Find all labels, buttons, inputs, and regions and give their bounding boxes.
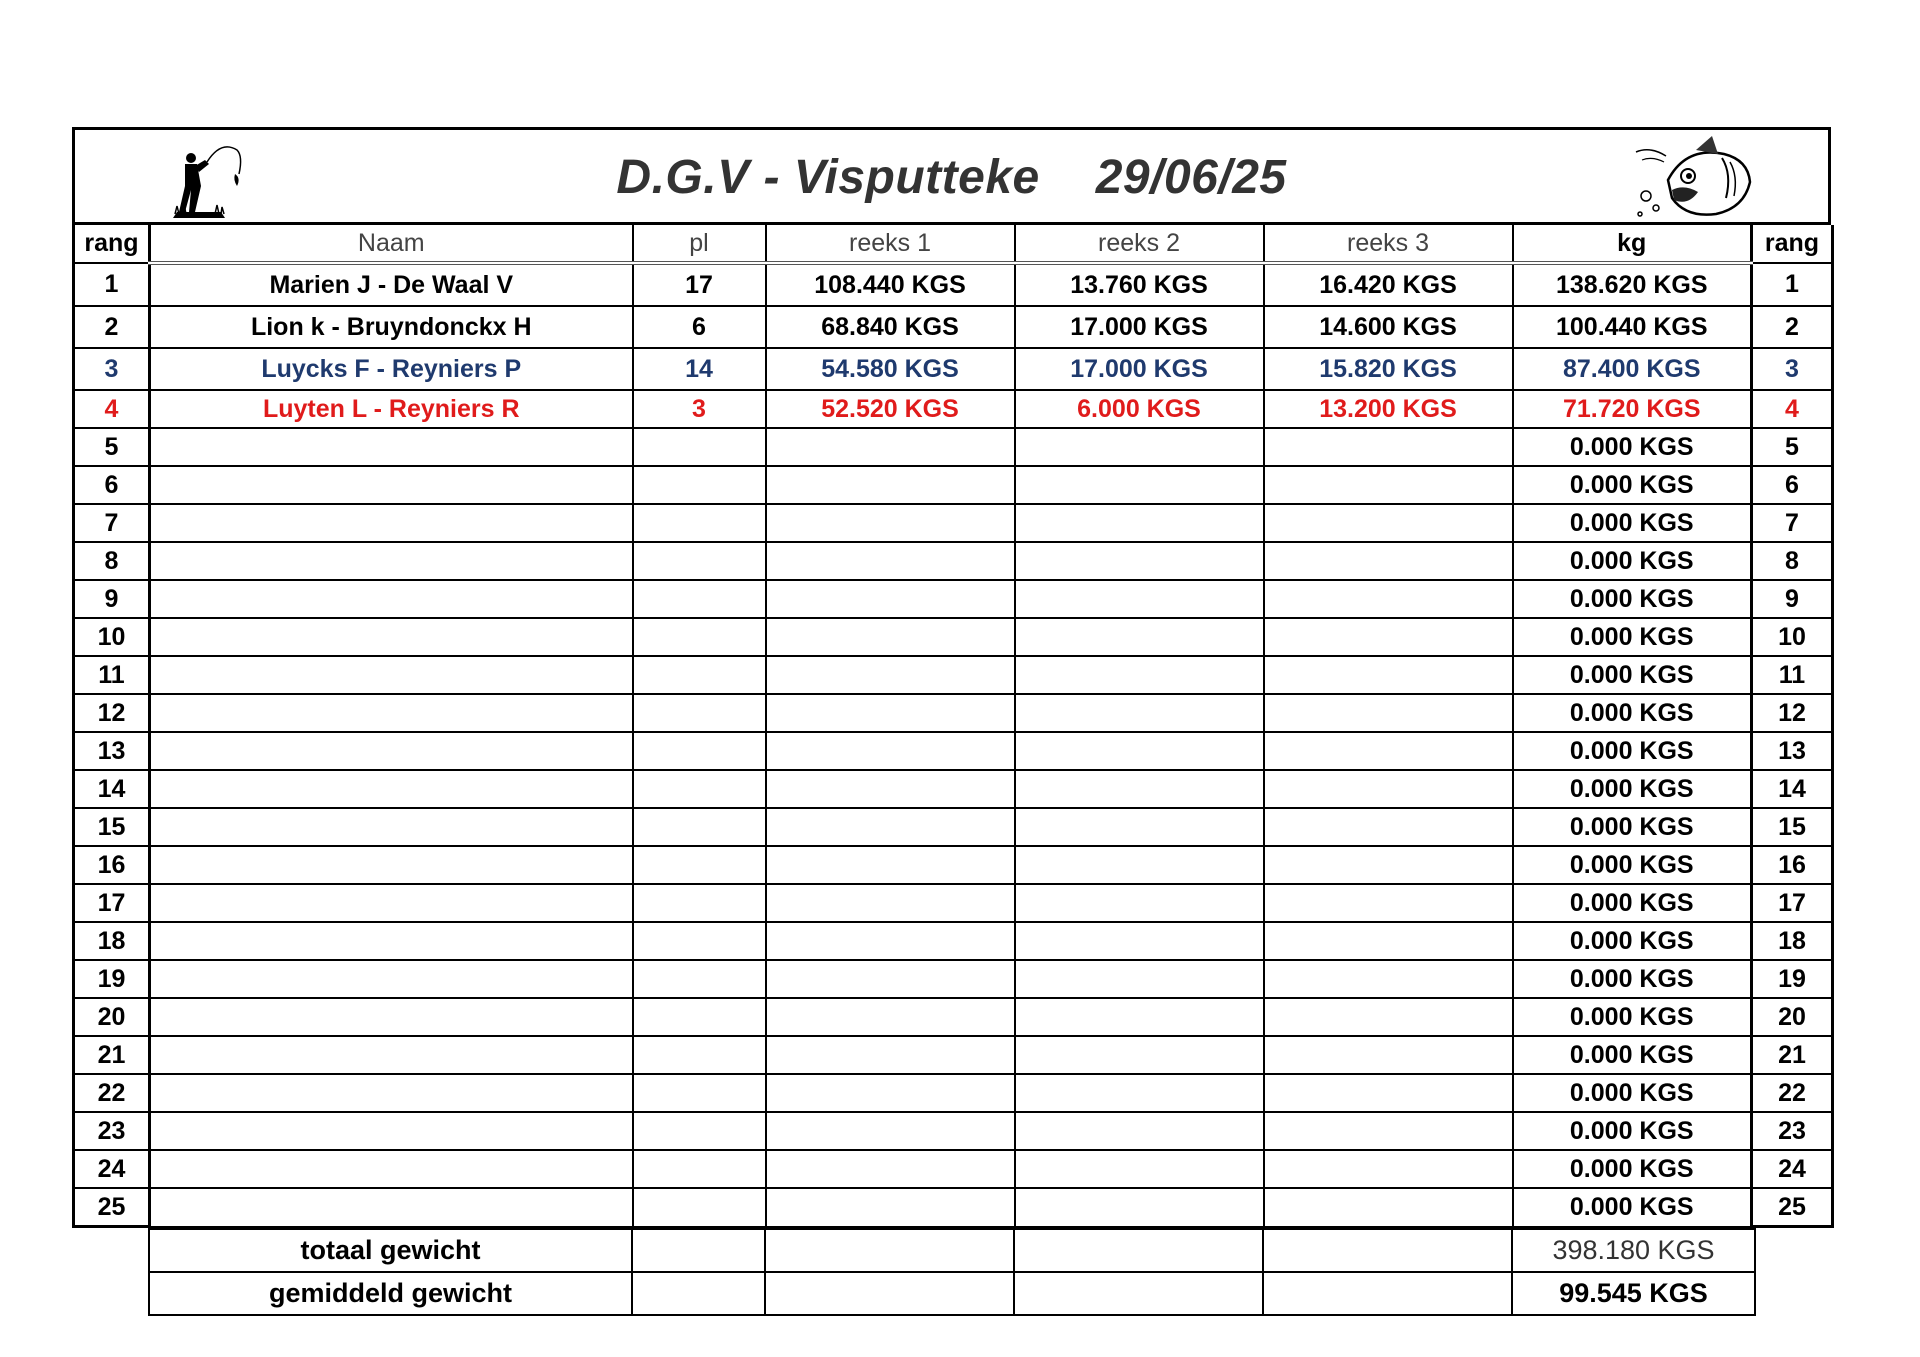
table-row <box>74 770 1833 808</box>
rank-cell-right: 24 <box>1752 1150 1833 1188</box>
reeks-1-cell <box>766 960 1015 998</box>
name-cell <box>150 960 633 998</box>
empty-cell <box>632 1229 765 1272</box>
reeks-2-cell: 17.000 KGS <box>1015 306 1264 348</box>
reeks-1-cell <box>766 732 1015 770</box>
table-row <box>74 542 1833 580</box>
kg-total-cell: 0.000 KGS <box>1513 922 1752 960</box>
kg-total-cell: 0.000 KGS <box>1513 1188 1752 1227</box>
place-cell <box>633 656 766 694</box>
rank-cell-right: 20 <box>1752 998 1833 1036</box>
reeks-1-cell <box>766 504 1015 542</box>
rank-cell: 17 <box>74 884 150 922</box>
reeks-2-cell <box>1015 1150 1264 1188</box>
reeks-1-cell: 108.440 KGS <box>766 263 1015 306</box>
total-weight-row <box>149 1229 1755 1272</box>
table-row <box>74 1188 1833 1227</box>
reeks-3-cell <box>1264 1074 1513 1112</box>
name-cell <box>150 1188 633 1227</box>
name-cell: Marien J - De Waal V <box>150 263 633 306</box>
rank-cell-right: 2 <box>1752 306 1833 348</box>
reeks-2-cell: 17.000 KGS <box>1015 348 1264 390</box>
reeks-2-cell <box>1015 846 1264 884</box>
rank-cell: 10 <box>74 618 150 656</box>
name-cell <box>150 770 633 808</box>
reeks-3-cell <box>1264 1150 1513 1188</box>
column-header-reeks-2: reeks 2 <box>1015 225 1264 263</box>
totals-table <box>148 1228 1756 1316</box>
reeks-3-cell <box>1264 618 1513 656</box>
name-cell <box>150 732 633 770</box>
empty-cell <box>1014 1229 1263 1272</box>
reeks-1-cell <box>766 846 1015 884</box>
rank-cell-right: 1 <box>1752 263 1833 306</box>
reeks-2-cell: 6.000 KGS <box>1015 390 1264 428</box>
table-row <box>74 694 1833 732</box>
name-cell <box>150 1150 633 1188</box>
rank-cell-right: 22 <box>1752 1074 1833 1112</box>
rank-cell: 15 <box>74 808 150 846</box>
table-row <box>74 998 1833 1036</box>
place-cell <box>633 1036 766 1074</box>
name-cell <box>150 618 633 656</box>
place-cell: 14 <box>633 348 766 390</box>
rank-cell-right: 11 <box>1752 656 1833 694</box>
event-date: 29/06/25 <box>1095 151 1287 204</box>
place-cell <box>633 770 766 808</box>
kg-total-cell: 0.000 KGS <box>1513 884 1752 922</box>
reeks-3-cell <box>1264 542 1513 580</box>
table-row <box>74 1150 1833 1188</box>
place-cell <box>633 808 766 846</box>
table-row <box>74 884 1833 922</box>
place-cell: 17 <box>633 263 766 306</box>
kg-total-cell: 0.000 KGS <box>1513 428 1752 466</box>
reeks-3-cell <box>1264 580 1513 618</box>
kg-total-cell: 0.000 KGS <box>1513 466 1752 504</box>
column-header-naam: Naam <box>150 225 633 263</box>
results-table <box>72 225 1834 1228</box>
reeks-1-cell <box>766 428 1015 466</box>
total-weight-value: 398.180 KGS <box>1512 1229 1755 1272</box>
reeks-2-cell <box>1015 656 1264 694</box>
reeks-2-cell <box>1015 580 1264 618</box>
rank-cell: 22 <box>74 1074 150 1112</box>
place-cell <box>633 504 766 542</box>
table-row <box>74 618 1833 656</box>
reeks-2-cell <box>1015 1074 1264 1112</box>
kg-total-cell: 0.000 KGS <box>1513 998 1752 1036</box>
reeks-3-cell <box>1264 846 1513 884</box>
kg-total-cell: 0.000 KGS <box>1513 656 1752 694</box>
rank-cell-right: 9 <box>1752 580 1833 618</box>
reeks-2-cell <box>1015 1112 1264 1150</box>
results-sheet <box>72 127 1831 1316</box>
reeks-3-cell: 13.200 KGS <box>1264 390 1513 428</box>
place-cell <box>633 884 766 922</box>
place-cell <box>633 1150 766 1188</box>
total-weight-label: totaal gewicht <box>149 1229 632 1272</box>
rank-cell: 1 <box>74 263 150 306</box>
rank-cell-right: 6 <box>1752 466 1833 504</box>
rank-cell-right: 13 <box>1752 732 1833 770</box>
name-cell: Luycks F - Reyniers P <box>150 348 633 390</box>
reeks-3-cell <box>1264 1188 1513 1227</box>
table-row <box>74 732 1833 770</box>
place-cell <box>633 1112 766 1150</box>
rank-cell-right: 21 <box>1752 1036 1833 1074</box>
column-header-kg: kg <box>1513 225 1752 263</box>
rank-cell-right: 12 <box>1752 694 1833 732</box>
table-row <box>74 580 1833 618</box>
rank-cell: 25 <box>74 1188 150 1227</box>
kg-total-cell: 138.620 KGS <box>1513 263 1752 306</box>
reeks-2-cell <box>1015 618 1264 656</box>
reeks-2-cell <box>1015 960 1264 998</box>
name-cell <box>150 1036 633 1074</box>
reeks-1-cell <box>766 1150 1015 1188</box>
reeks-1-cell <box>766 618 1015 656</box>
fish-caricature-icon <box>1626 134 1756 222</box>
kg-total-cell: 0.000 KGS <box>1513 694 1752 732</box>
kg-total-cell: 0.000 KGS <box>1513 960 1752 998</box>
reeks-3-cell: 16.420 KGS <box>1264 263 1513 306</box>
place-cell <box>633 998 766 1036</box>
rank-cell-right: 25 <box>1752 1188 1833 1227</box>
name-cell <box>150 998 633 1036</box>
rank-cell-right: 23 <box>1752 1112 1833 1150</box>
name-cell <box>150 808 633 846</box>
rank-cell-right: 15 <box>1752 808 1833 846</box>
rank-cell-right: 3 <box>1752 348 1833 390</box>
empty-cell <box>1014 1272 1263 1315</box>
kg-total-cell: 0.000 KGS <box>1513 504 1752 542</box>
place-cell <box>633 922 766 960</box>
average-weight-row <box>149 1272 1755 1315</box>
empty-cell <box>765 1229 1014 1272</box>
reeks-3-cell: 14.600 KGS <box>1264 306 1513 348</box>
kg-total-cell: 0.000 KGS <box>1513 1150 1752 1188</box>
kg-total-cell: 87.400 KGS <box>1513 348 1752 390</box>
place-cell <box>633 428 766 466</box>
reeks-3-cell <box>1264 1112 1513 1150</box>
rank-cell: 2 <box>74 306 150 348</box>
reeks-1-cell <box>766 1188 1015 1227</box>
name-cell <box>150 580 633 618</box>
reeks-2-cell <box>1015 1036 1264 1074</box>
place-cell <box>633 732 766 770</box>
table-row <box>74 306 1833 348</box>
kg-total-cell: 0.000 KGS <box>1513 580 1752 618</box>
rank-cell: 20 <box>74 998 150 1036</box>
rank-cell: 12 <box>74 694 150 732</box>
place-cell: 6 <box>633 306 766 348</box>
name-cell <box>150 542 633 580</box>
rank-cell-right: 4 <box>1752 390 1833 428</box>
name-cell <box>150 466 633 504</box>
reeks-3-cell <box>1264 428 1513 466</box>
kg-total-cell: 0.000 KGS <box>1513 542 1752 580</box>
reeks-1-cell <box>766 1036 1015 1074</box>
kg-total-cell: 0.000 KGS <box>1513 1112 1752 1150</box>
reeks-3-cell <box>1264 922 1513 960</box>
reeks-3-cell <box>1264 998 1513 1036</box>
reeks-1-cell <box>766 542 1015 580</box>
rank-cell: 18 <box>74 922 150 960</box>
column-header-rang-right: rang <box>1752 225 1833 263</box>
place-cell <box>633 694 766 732</box>
reeks-2-cell: 13.760 KGS <box>1015 263 1264 306</box>
reeks-3-cell <box>1264 466 1513 504</box>
name-cell: Luyten L - Reyniers R <box>150 390 633 428</box>
table-row <box>74 348 1833 390</box>
rank-cell: 3 <box>74 348 150 390</box>
reeks-3-cell <box>1264 504 1513 542</box>
name-cell <box>150 922 633 960</box>
reeks-1-cell <box>766 808 1015 846</box>
reeks-1-cell: 54.580 KGS <box>766 348 1015 390</box>
kg-total-cell: 71.720 KGS <box>1513 390 1752 428</box>
club-name: D.G.V - Visputteke <box>616 151 1040 204</box>
reeks-3-cell <box>1264 694 1513 732</box>
rank-cell: 23 <box>74 1112 150 1150</box>
reeks-1-cell <box>766 694 1015 732</box>
rank-cell-right: 10 <box>1752 618 1833 656</box>
reeks-1-cell: 68.840 KGS <box>766 306 1015 348</box>
empty-cell <box>1263 1229 1512 1272</box>
reeks-1-cell <box>766 580 1015 618</box>
name-cell <box>150 1074 633 1112</box>
kg-total-cell: 0.000 KGS <box>1513 846 1752 884</box>
table-row <box>74 428 1833 466</box>
reeks-1-cell <box>766 466 1015 504</box>
average-weight-label: gemiddeld gewicht <box>149 1272 632 1315</box>
reeks-2-cell <box>1015 732 1264 770</box>
rank-cell: 16 <box>74 846 150 884</box>
reeks-2-cell <box>1015 504 1264 542</box>
reeks-3-cell <box>1264 960 1513 998</box>
kg-total-cell: 0.000 KGS <box>1513 1074 1752 1112</box>
name-cell <box>150 428 633 466</box>
reeks-1-cell <box>766 656 1015 694</box>
table-row <box>74 656 1833 694</box>
table-row <box>74 960 1833 998</box>
kg-total-cell: 0.000 KGS <box>1513 618 1752 656</box>
reeks-3-cell <box>1264 732 1513 770</box>
rank-cell-right: 7 <box>1752 504 1833 542</box>
rank-cell: 19 <box>74 960 150 998</box>
reeks-1-cell <box>766 922 1015 960</box>
reeks-3-cell <box>1264 656 1513 694</box>
reeks-2-cell <box>1015 694 1264 732</box>
rank-cell: 7 <box>74 504 150 542</box>
table-row <box>74 846 1833 884</box>
table-row <box>74 1112 1833 1150</box>
place-cell <box>633 466 766 504</box>
reeks-3-cell <box>1264 884 1513 922</box>
table-row <box>74 263 1833 306</box>
reeks-1-cell <box>766 884 1015 922</box>
rank-cell-right: 16 <box>1752 846 1833 884</box>
empty-cell <box>632 1272 765 1315</box>
kg-total-cell: 100.440 KGS <box>1513 306 1752 348</box>
empty-cell <box>1263 1272 1512 1315</box>
rank-cell-right: 5 <box>1752 428 1833 466</box>
reeks-2-cell <box>1015 770 1264 808</box>
place-cell <box>633 846 766 884</box>
page-title <box>75 150 1828 205</box>
kg-total-cell: 0.000 KGS <box>1513 770 1752 808</box>
table-row <box>74 390 1833 428</box>
name-cell <box>150 884 633 922</box>
reeks-2-cell <box>1015 808 1264 846</box>
reeks-1-cell <box>766 770 1015 808</box>
reeks-2-cell <box>1015 428 1264 466</box>
kg-total-cell: 0.000 KGS <box>1513 808 1752 846</box>
average-weight-value: 99.545 KGS <box>1512 1272 1755 1315</box>
rank-cell: 6 <box>74 466 150 504</box>
name-cell: Lion k - Bruyndonckx H <box>150 306 633 348</box>
column-header-pl: pl <box>633 225 766 263</box>
rank-cell: 5 <box>74 428 150 466</box>
place-cell <box>633 580 766 618</box>
name-cell <box>150 1112 633 1150</box>
reeks-3-cell <box>1264 1036 1513 1074</box>
rank-cell: 24 <box>74 1150 150 1188</box>
rank-cell-right: 17 <box>1752 884 1833 922</box>
reeks-2-cell <box>1015 1188 1264 1227</box>
reeks-1-cell <box>766 1074 1015 1112</box>
name-cell <box>150 504 633 542</box>
table-row <box>74 808 1833 846</box>
reeks-3-cell <box>1264 808 1513 846</box>
reeks-3-cell: 15.820 KGS <box>1264 348 1513 390</box>
kg-total-cell: 0.000 KGS <box>1513 732 1752 770</box>
place-cell <box>633 618 766 656</box>
rank-cell: 8 <box>74 542 150 580</box>
rank-cell: 14 <box>74 770 150 808</box>
table-row <box>74 1074 1833 1112</box>
place-cell: 3 <box>633 390 766 428</box>
reeks-2-cell <box>1015 922 1264 960</box>
empty-cell <box>765 1272 1014 1315</box>
header-row <box>74 225 1833 263</box>
reeks-1-cell <box>766 1112 1015 1150</box>
rank-cell-right: 14 <box>1752 770 1833 808</box>
table-row <box>74 922 1833 960</box>
place-cell <box>633 542 766 580</box>
table-row <box>74 504 1833 542</box>
reeks-3-cell <box>1264 770 1513 808</box>
place-cell <box>633 1188 766 1227</box>
table-row <box>74 1036 1833 1074</box>
rank-cell: 13 <box>74 732 150 770</box>
kg-total-cell: 0.000 KGS <box>1513 1036 1752 1074</box>
reeks-2-cell <box>1015 884 1264 922</box>
rank-cell-right: 18 <box>1752 922 1833 960</box>
reeks-2-cell <box>1015 466 1264 504</box>
reeks-1-cell <box>766 998 1015 1036</box>
rank-cell-right: 8 <box>1752 542 1833 580</box>
rank-cell: 11 <box>74 656 150 694</box>
reeks-1-cell: 52.520 KGS <box>766 390 1015 428</box>
rank-cell: 21 <box>74 1036 150 1074</box>
column-header-reeks-3: reeks 3 <box>1264 225 1513 263</box>
reeks-2-cell <box>1015 542 1264 580</box>
column-header-reeks-1: reeks 1 <box>766 225 1015 263</box>
name-cell <box>150 694 633 732</box>
place-cell <box>633 1074 766 1112</box>
title-bar <box>72 127 1831 225</box>
reeks-2-cell <box>1015 998 1264 1036</box>
place-cell <box>633 960 766 998</box>
rank-cell: 9 <box>74 580 150 618</box>
column-header-rang-left: rang <box>74 225 150 263</box>
name-cell <box>150 846 633 884</box>
name-cell <box>150 656 633 694</box>
rank-cell: 4 <box>74 390 150 428</box>
rank-cell-right: 19 <box>1752 960 1833 998</box>
table-row <box>74 466 1833 504</box>
